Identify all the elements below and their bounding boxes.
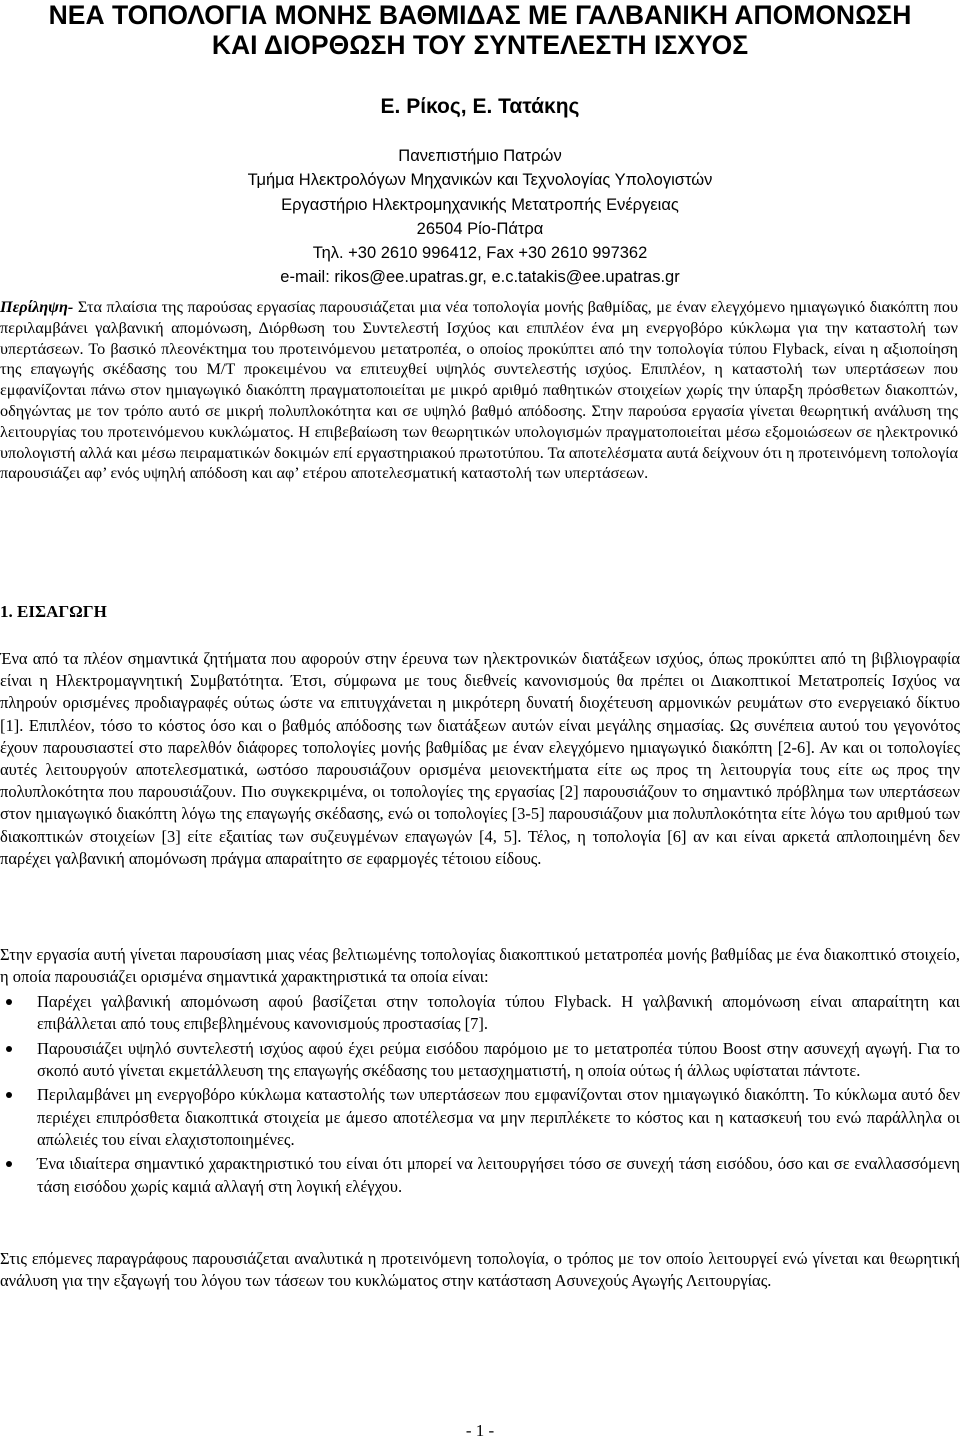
affiliation-email: e-mail: rikos@ee.upatras.gr, e.c.tatakis@ee.upatras.gr bbox=[280, 268, 680, 287]
intro-paragraph-2: Στην εργασία αυτή γίνεται παρουσίαση μιας νέας βελτιωμένης τοπολογίας διακοπτικού μετατροπέα μονής βαθμίδας με ένα διακοπτικό στοιχείο, η οποία παρουσιάζει ορισμένα σημαντικά χαρακτηριστικά τα οποία είναι: bbox=[0, 945, 960, 987]
affiliation-address: 26504 Ρίο-Πάτρα bbox=[416, 219, 544, 238]
bullet-icon bbox=[6, 1092, 12, 1098]
page-number: - 1 - bbox=[465, 1421, 495, 1440]
bullet-icon bbox=[6, 1161, 12, 1167]
list-item-text: Ένα ιδιαίτερα σημαντικό χαρακτηριστικό του είναι ότι μπορεί να λειτουργήσει τόσο σε συνεχή τάση εισόδου, όσο και σε εναλλασσόμενη τάση εισόδου χωρίς καμιά αλλαγή στη λογική ελέγχου. bbox=[37, 1154, 960, 1196]
abstract-text: Στα πλαίσια της παρούσας εργασίας παρουσιάζεται μια νέα τοπολογία μονής βαθμίδας, με έναν ελεγχόμενο ημιαγωγικό διακόπτη που περιλαμβάνει γαλβανική απομόνωση, Διόρθωση του Συντελεστή Ισχύος και επιπλέον ένα μη ενεργοβόρο κύκλωμα για την καταστολή των υπερτάσεων. Το βασικό πλεονέκτημα του προτεινόμενου μετατροπέα, ο οποίος προκύπτει από την τοπολογία τύπου Flyback, είναι η αξιοποίηση της επαγωγής σκέδασης του Μ/Τ προκειμένου να επιτευχθεί υψηλός συντελεστής ισχύος. Επιπλέον, η καταστολή των υπερτάσεων που εμφανίζονται πάνω στον ημιαγωγικό διακόπτη πραγματοποιείται με μικρό αριθμό παθητικών στοιχείων χωρίς την ύπαρξη πρόσθετων διακοπτών, οδηγώντας με τον τρόπο αυτό σε μικρή πολυπλοκότητα και σε υψηλό βαθμό απόδοσης. Στην παρούσα εργασία γίνεται θεωρητική ανάλυση της λειτουργίας του προτεινόμενου κυκλώματος. Η επιβεβαίωση των θεωρητικών υπολογισμών πραγματοποιείται μέσω εξομοιώσεων σε ηλεκτρονικό υπολογιστή αλλά και μέσω πειραματικών δοκιμών επί εργαστηριακού πρωτοτύπου. Τα αποτελέσματα αυτά δείχνουν ότι η προτεινόμενη τοπολογία παρουσιάζει αφ’ ενός υψηλή απόδοση και αφ’ ετέρου αποτελεσματική καταστολή των υπερτάσεων. bbox=[0, 298, 958, 483]
features-list bbox=[0, 991, 960, 1200]
bullet-icon bbox=[6, 1046, 12, 1052]
list-item-text: Παρέχει γαλβανική απομόνωση αφού βασίζεται στην τοπολογία τύπου Flyback. Η γαλβανική απομόνωση είναι απαραίτητη και επιβάλλεται από τους επιβεβλημένους κανονισμούς προστασίας [7]. bbox=[37, 992, 960, 1034]
abstract-label: Περίληψη- bbox=[0, 298, 74, 316]
list-item bbox=[0, 1038, 960, 1082]
intro-paragraph-3: Στις επόμενες παραγράφους παρουσιάζεται αναλυτικά η προτεινόμενη τοπολογία, ο τρόπος με τον οποίο λειτουργεί ενώ γίνεται και θεωρητική ανάλυση για την εξαγωγή του λόγου των τάσεων του κυκλώματος στην κατάσταση Ασυνεχούς Αγωγής Λειτουργίας. bbox=[0, 1249, 960, 1291]
authors: Ε. Ρίκος, Ε. Τατάκης bbox=[380, 95, 580, 118]
affiliation-laboratory: Εργαστήριο Ηλεκτρομηχανικής Μετατροπής Ενέργειας bbox=[281, 195, 679, 214]
bullet-icon bbox=[6, 999, 12, 1005]
list-item bbox=[0, 991, 960, 1035]
section-heading-introduction: 1. ΕΙΣΑΓΩΓΗ bbox=[0, 602, 107, 621]
affiliation-phone-fax: Τηλ. +30 2610 996412, Fax +30 2610 997362 bbox=[312, 244, 648, 263]
paper-title bbox=[0, 0, 960, 60]
list-item-text: Παρουσιάζει υψηλό συντελεστή ισχύος αφού έχει ρεύμα εισόδου παρόμοιο με το μετατροπέα τύπου Boost στην ασυνεχή αγωγή. Για το σκοπό αυτό γίνεται εκμετάλλευση της επαγωγής σκέδασης του μετασχηματιστή, η οποία ούτως ή άλλως υφίσταται πάντοτε. bbox=[37, 1038, 960, 1080]
list-item bbox=[0, 1153, 960, 1197]
title-line-1: ΝΕΑ ΤΟΠΟΛΟΓΙΑ ΜΟΝΗΣ ΒΑΘΜΙΔΑΣ ΜΕ ΓΑΛΒΑΝΙΚΗ ΑΠΟΜΟΝΩΣΗ bbox=[48, 0, 912, 30]
affiliation-department: Τμήμα Ηλεκτρολόγων Μηχανικών και Τεχνολογίας Υπολογιστών bbox=[247, 171, 713, 190]
title-line-2: ΚΑΙ ΔΙΟΡΘΩΣΗ ΤΟΥ ΣΥΝΤΕΛΕΣΤΗ ΙΣΧΥΟΣ bbox=[211, 30, 749, 60]
affiliation-university: Πανεπιστήμιο Πατρών bbox=[398, 147, 562, 165]
intro-paragraph-1: Ένα από τα πλέον σημαντικά ζητήματα που αφορούν στην έρευνα των ηλεκτρονικών διατάξεων ισχύος, όπως προκύπτει από τη βιβλιογραφία είναι η Ηλεκτρομαγνητική Συμβατότητα. Έτσι, σύμφωνα με τους διεθνείς κανονισμούς θα πρέπει οι Διακοπτικοί Μετατροπείς Ισχύος να πληρούν ορισμένες προδιαγραφές ούτως ώστε να επιτυγχάνεται η μικρότερη δυνατή διοχέτευση αρμονικών ρευμάτων στο ενεργειακό δίκτυο [1]. Επιπλέον, τόσο το κόστος όσο και ο βαθμός απόδοσης των διατάξεων αυτών είναι μεγάλης σημασίας. Ως συνέπεια αυτού του γεγονότος έχουν παρουσιαστεί στο παρελθόν διάφορες τοπολογίες μονής βαθμίδας με έναν ελεγχόμενο ημιαγωγικό διακόπτη [2-6]. Αν και οι τοπολογίες αυτές λειτουργούν αποτελεσματικά, ωστόσο παρουσιάζουν ορισμένα μειονεκτήματα είτε ως προς τη λειτουργία τους είτε ως προς την πολυπλοκότητα που παρουσιάζουν. Πιο συγκεκριμένα, οι τοπολογίες της εργασίας [2] παρουσιάζουν το σημαντικό πρόβλημα των υπερτάσεων στον ημιαγωγικό διακόπτη λόγω της επαγωγής σκέδασης, ενώ οι τοπολογίες [3-5] παρουσιάζουν μια πολυπλοκότητα είτε λόγω του αριθμού των διακοπτικών στοιχείων [3] είτε εξαιτίας των συζευγμένων επαγωγών [4, 5]. Τέλος, η τοπολογία [6] αν και είναι αρκετά απλοποιημένη δεν παρέχει γαλβανική απομόνωση πράγμα απαραίτητο σε εφαρμογές τέτοιου είδους. bbox=[0, 649, 960, 868]
list-item bbox=[0, 1084, 960, 1151]
abstract bbox=[0, 297, 958, 484]
affiliation-block bbox=[0, 144, 960, 290]
list-item-text: Περιλαμβάνει μη ενεργοβόρο κύκλωμα καταστολής των υπερτάσεων που εμφανίζονται στον ημιαγωγικό διακόπτη. Το κύκλωμα αυτό δεν περιέχει επιπρόσθετα διακοπτικά στοιχεία με άμεσο αποτέλεσμα να μην περιπλέκετε το κόστος και η κατασκευή του ενώ παράλληλα οι απώλειές του είναι ελαχιστοποιημένες. bbox=[37, 1085, 960, 1149]
